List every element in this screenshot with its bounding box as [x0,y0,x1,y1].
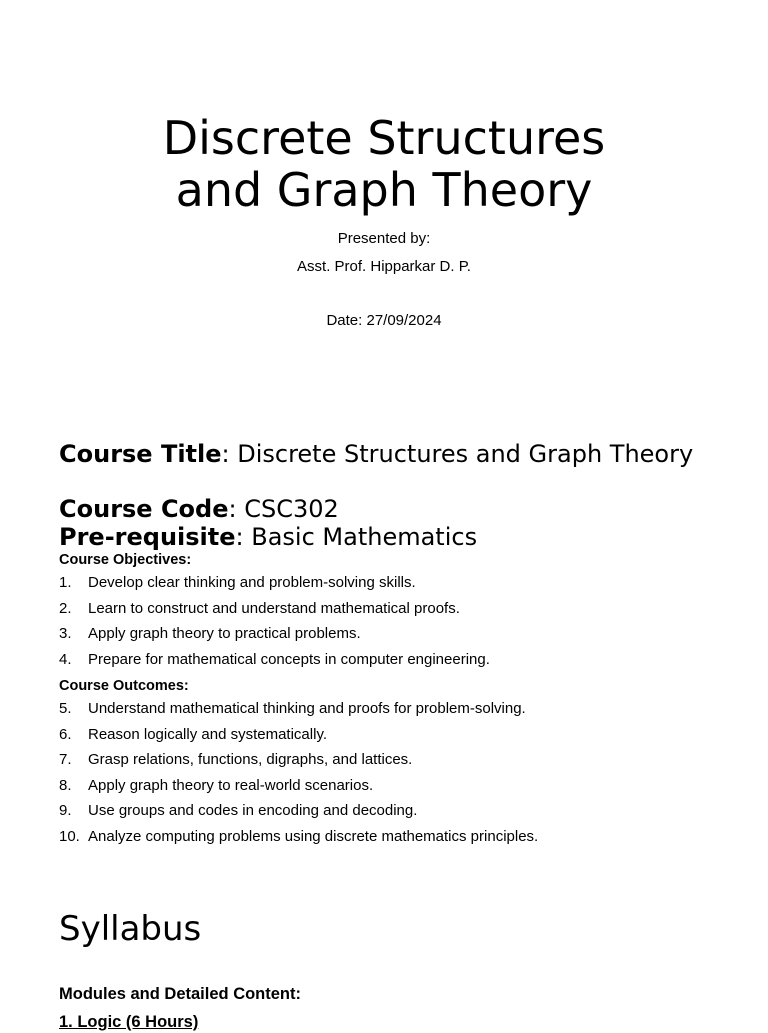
list-item [59,696,719,722]
list-item-text: Develop clear thinking and problem-solving skills. [88,574,416,591]
list-item [59,747,719,773]
list-item [59,722,719,748]
course-outcomes-heading: Course Outcomes: [59,678,189,694]
list-item-text: Understand mathematical thinking and proofs for problem-solving. [88,700,526,717]
list-item-number: 3. [59,625,72,642]
list-item-text: Prepare for mathematical concepts in computer engineering. [88,650,490,668]
list-item-text: Grasp relations, functions, digraphs, and lattices. [88,751,413,768]
prerequisite-label: Pre-requisite [59,523,236,551]
list-item [59,596,719,622]
list-item-number: 2. [59,599,72,617]
list-item [59,773,719,799]
document-title [0,112,768,216]
list-item [59,824,719,850]
list-item-text: Use groups and codes in encoding and decoding. [88,802,418,819]
course-objectives-heading: Course Objectives: [59,552,192,568]
modules-heading: Modules and Detailed Content: [59,985,302,1003]
course-objectives-section [59,550,719,672]
list-item-text: Analyze computing problems using discrete mathematics principles. [88,827,539,845]
presenter-name: Asst. Prof. Hipparkar D. P. [297,258,471,275]
course-code-line [59,496,719,524]
list-item-number: 9. [59,802,72,819]
course-title-value: : Discrete Structures and Graph Theory [221,440,694,468]
prerequisite-value: : Basic Mathematics [235,523,478,551]
title-line-1: Discrete Structures [162,111,606,165]
list-item-text: Reason logically and systematically. [88,725,327,743]
list-item-number: 5. [59,700,72,717]
title-line-2: and Graph Theory [175,163,593,217]
course-code-value: : CSC302 [228,495,339,523]
list-item-number: 10. [59,827,80,845]
list-item [59,647,719,673]
list-item-number: 8. [59,776,72,794]
syllabus-heading: Syllabus [59,909,202,949]
course-title-line [59,441,719,469]
list-item-number: 6. [59,725,72,743]
course-code-label: Course Code [59,495,229,523]
list-item-number: 1. [59,574,72,591]
list-item [59,621,719,647]
course-outcomes-section [59,676,719,849]
course-title-label: Course Title [59,440,222,468]
prerequisite-line [59,524,719,552]
module-1-heading: 1. Logic (6 Hours) [59,1013,199,1031]
course-objectives-list [59,570,719,672]
list-item-number: 7. [59,751,72,768]
presented-by-label: Presented by: [337,230,431,247]
list-item-text: Apply graph theory to practical problems. [88,625,361,642]
list-item-number: 4. [59,650,72,668]
list-item [59,798,719,824]
list-item-text: Apply graph theory to real-world scenarios. [88,776,374,794]
presentation-date: Date: 27/09/2024 [326,312,442,329]
list-item [59,570,719,596]
course-outcomes-list [59,696,719,849]
list-item-text: Learn to construct and understand mathematical proofs. [88,599,460,617]
